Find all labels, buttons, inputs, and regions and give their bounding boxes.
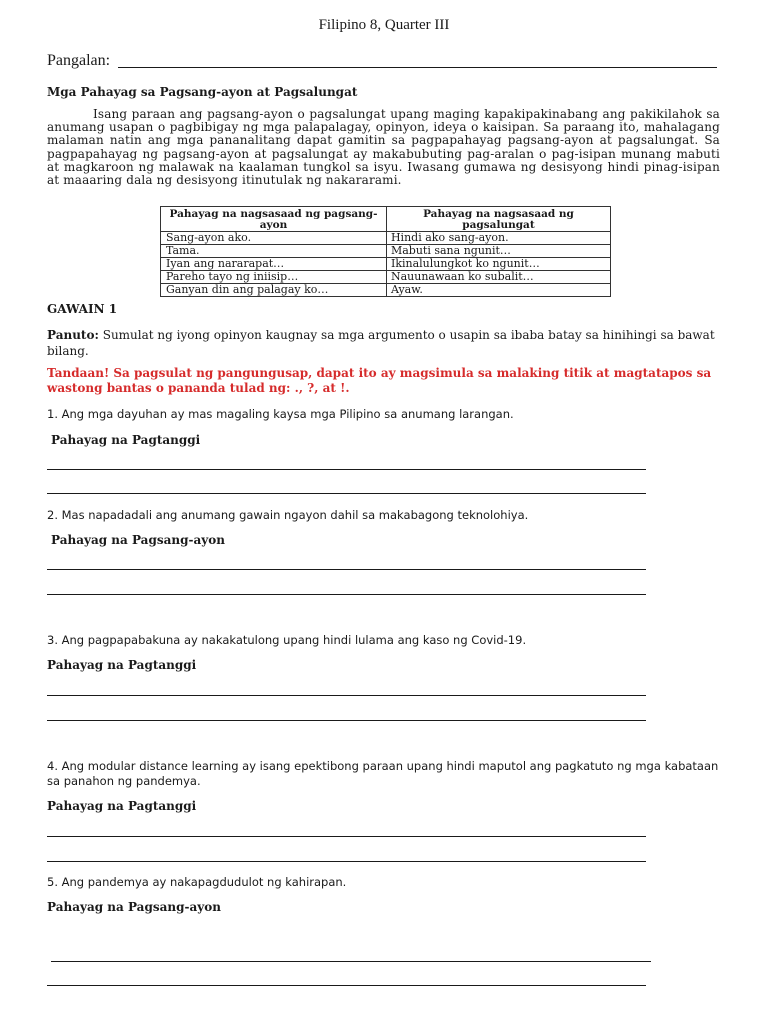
table-header-disagree: Pahayag na nagsasaad ng pagsalungat [386, 207, 610, 232]
table-row [161, 284, 611, 297]
table-cell-disagree: Nauunawaan ko subalit… [386, 271, 610, 284]
question-1-label: Pahayag na Pagtanggi [51, 433, 201, 447]
instructions-label: Panuto: [47, 328, 99, 342]
table-cell-agree: Sang-ayon ako. [161, 232, 387, 245]
table-header-agree: Pahayag na nagsasaad ng pagsang-ayon [161, 207, 387, 232]
answer-line[interactable] [47, 493, 646, 494]
table-cell-agree: Pareho tayo ng iniisip… [161, 271, 387, 284]
document-title: Filipino 8, Quarter III [318, 17, 450, 33]
table-cell-disagree: Ayaw. [386, 284, 610, 297]
question-1: 1. Ang mga dayuhan ay mas magaling kaysa mga Pilipino sa anumang larangan. [47, 407, 514, 421]
table-row [161, 232, 611, 245]
instructions-text: Sumulat ng iyong opinyon kaugnay sa mga argumento o usapin sa ibaba batay sa hinihingi sa bawat bilang. [47, 328, 715, 358]
table-row [161, 258, 611, 271]
question-5: 5. Ang pandemya ay nakapagdudulot ng kahirapan. [47, 875, 347, 889]
question-3-label: Pahayag na Pagtanggi [47, 658, 197, 672]
table-row [161, 271, 611, 284]
question-3: 3. Ang pagpapabakuna ay nakakatulong upang hindi lulama ang kaso ng Covid-19. [47, 633, 527, 647]
name-label: Pangalan: [47, 52, 111, 69]
section-title: Mga Pahayag sa Pagsang-ayon at Pagsalungat [47, 85, 358, 99]
answer-line[interactable] [47, 720, 646, 721]
table-cell-agree: Tama. [161, 245, 387, 258]
question-4: 4. Ang modular distance learning ay isang epektibong paraan upang hindi maputol ang pagkatuto ng mga kabataan sa panahon ng pandemya. [47, 759, 719, 788]
answer-line[interactable] [47, 985, 646, 986]
table-cell-disagree: Mabuti sana ngunit… [386, 245, 610, 258]
table-cell-agree: Ganyan din ang palagay ko… [161, 284, 387, 297]
answer-line[interactable] [47, 594, 646, 595]
answer-line[interactable] [47, 695, 646, 696]
table-cell-disagree: Hindi ako sang-ayon. [386, 232, 610, 245]
answer-line[interactable] [47, 569, 646, 570]
answer-line[interactable] [51, 961, 651, 962]
intro-paragraph: Isang paraan ang pagsang-ayon o pagsalungat upang maging kapakipakinabang ang pakikilahok sa anumang usapan o pagbibigay ng mga palapalagay, opinyon, ideya o kaisipan. Sa paraang ito, mahalagang malaman natin ang mga pananalitang dapat gamitin sa pagpapahayag pagsang-ayon at pagsalungat. Sa pagpapahayag ng pagsang-ayon at pagsalungat ay makabubuting pag-aralan o pag-isipan munang mabuti at magkaroon ng malawak na kaalaman tungkol sa isyu. Iwasang gumawa ng desisyong hindi pinag-isipan at maaaring dala ng desisyong itinutulak ng nakararami. [47, 107, 720, 188]
question-2-label: Pahayag na Pagsang-ayon [51, 533, 225, 547]
name-answer-line[interactable] [118, 67, 717, 68]
reminder-note: Tandaan! Sa pagsulat ng pangungusap, dapat ito ay magsimula sa malaking titik at magtatapos sa wastong bantas o pananda tulad ng: ., ?, at !. [47, 366, 712, 395]
question-2: 2. Mas napadadali ang anumang gawain ngayon dahil sa makabagong teknolohiya. [47, 508, 529, 522]
answer-line[interactable] [47, 469, 646, 470]
question-5-label: Pahayag na Pagsang-ayon [47, 900, 221, 914]
expressions-table [160, 206, 611, 297]
question-4-label: Pahayag na Pagtanggi [47, 799, 197, 813]
answer-line[interactable] [47, 836, 646, 837]
table-cell-disagree: Ikinalulungkot ko ngunit… [386, 258, 610, 271]
activity-title: GAWAIN 1 [47, 302, 118, 316]
table-header-row [161, 207, 611, 232]
instructions [47, 327, 723, 359]
answer-line[interactable] [47, 861, 646, 862]
table-cell-agree: Iyan ang nararapat… [161, 258, 387, 271]
table-row [161, 245, 611, 258]
